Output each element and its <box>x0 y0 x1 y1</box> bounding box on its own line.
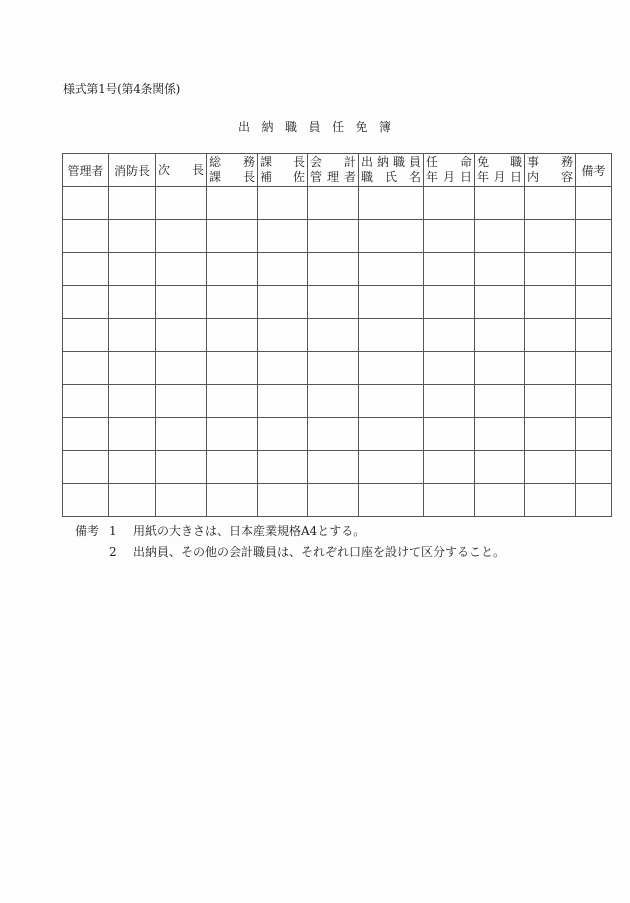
table-cell <box>359 484 424 517</box>
table-row <box>63 187 612 220</box>
table-cell <box>424 319 475 352</box>
table-cell <box>258 319 308 352</box>
table-cell <box>258 286 308 319</box>
column-header-line: 課 長 <box>209 170 255 184</box>
column-header-line: 内 容 <box>527 170 573 184</box>
table-cell <box>525 385 576 418</box>
table-cell <box>475 319 525 352</box>
table-cell <box>156 385 207 418</box>
table-cell <box>475 418 525 451</box>
column-header-line: 会 計 <box>310 155 356 169</box>
table-cell <box>424 352 475 385</box>
table-cell <box>475 352 525 385</box>
table-cell <box>63 451 109 484</box>
table-cell <box>475 286 525 319</box>
column-header-label: 消防長 <box>113 163 150 178</box>
table-cell <box>63 220 109 253</box>
table-cell <box>424 187 475 220</box>
table-cell <box>308 418 359 451</box>
table-cell <box>308 253 359 286</box>
table-cell <box>109 253 156 286</box>
note-item <box>75 542 505 563</box>
table-cell <box>525 253 576 286</box>
table-cell <box>576 418 612 451</box>
table-cell <box>109 352 156 385</box>
table-row <box>63 484 612 517</box>
table-cell <box>525 484 576 517</box>
table-cell <box>207 451 258 484</box>
column-header-line: 免 職 <box>477 155 522 169</box>
table-cell <box>63 484 109 517</box>
table-row <box>63 319 612 352</box>
table-cell <box>359 352 424 385</box>
table-cell <box>207 352 258 385</box>
table-cell <box>359 187 424 220</box>
table-cell <box>63 319 109 352</box>
table-cell <box>63 253 109 286</box>
table-cell <box>258 352 308 385</box>
table-cell <box>576 385 612 418</box>
table-cell <box>359 253 424 286</box>
table-cell <box>258 187 308 220</box>
table-cell <box>156 451 207 484</box>
register-table <box>62 153 612 517</box>
table-cell <box>207 220 258 253</box>
table-cell <box>308 451 359 484</box>
table-cell <box>207 187 258 220</box>
column-header <box>359 154 424 187</box>
header-row <box>63 154 612 187</box>
table-cell <box>156 352 207 385</box>
table-cell <box>525 418 576 451</box>
column-header-line: 出 納 職 員 <box>361 155 421 169</box>
table-cell <box>424 286 475 319</box>
column-header <box>109 154 156 187</box>
table-cell <box>207 253 258 286</box>
column-header-line: 任 命 <box>426 155 472 169</box>
table-cell <box>258 418 308 451</box>
table-cell <box>308 286 359 319</box>
table-cell <box>475 451 525 484</box>
column-header-line: 管 理 者 <box>310 170 356 184</box>
table-cell <box>525 352 576 385</box>
note-number: 2 <box>109 545 117 559</box>
table-cell <box>308 484 359 517</box>
table-cell <box>109 319 156 352</box>
table-cell <box>475 187 525 220</box>
table-cell <box>207 319 258 352</box>
column-header-line: 事 務 <box>527 155 573 169</box>
table-cell <box>63 418 109 451</box>
notes-label: 備考 <box>75 524 100 538</box>
table-cell <box>258 253 308 286</box>
table-cell <box>308 220 359 253</box>
table-row <box>63 352 612 385</box>
table-cell <box>109 385 156 418</box>
column-header <box>63 154 109 187</box>
column-header <box>258 154 308 187</box>
column-header-line: 課 長 <box>260 155 305 169</box>
column-header <box>475 154 525 187</box>
note-item <box>75 521 505 542</box>
table-cell <box>359 319 424 352</box>
table-row <box>63 253 612 286</box>
table-cell <box>308 319 359 352</box>
table-cell <box>525 187 576 220</box>
table-cell <box>156 187 207 220</box>
form-number: 様式第1号(第4条関係) <box>63 82 181 96</box>
column-header-line: 補 佐 <box>260 170 305 184</box>
table-cell <box>359 418 424 451</box>
table-row <box>63 451 612 484</box>
document-title: 出納職員任免簿 <box>238 120 403 134</box>
table-row <box>63 220 612 253</box>
table-cell <box>424 220 475 253</box>
table-cell <box>109 451 156 484</box>
note-text: 用紙の大きさは、日本産業規格A4とする。 <box>133 524 366 538</box>
note-text: 出納員、その他の会計職員は、それぞれ口座を設けて区分すること。 <box>133 545 506 559</box>
column-header-line: 年 月 日 <box>477 170 522 184</box>
table-cell <box>576 253 612 286</box>
table-cell <box>258 385 308 418</box>
table-cell <box>359 286 424 319</box>
table-cell <box>63 352 109 385</box>
table-cell <box>359 451 424 484</box>
column-header <box>424 154 475 187</box>
table-cell <box>63 286 109 319</box>
table-cell <box>475 385 525 418</box>
column-header <box>308 154 359 187</box>
table-row <box>63 418 612 451</box>
table-cell <box>475 220 525 253</box>
table-cell <box>207 385 258 418</box>
table-cell <box>258 484 308 517</box>
table-cell <box>525 451 576 484</box>
table-cell <box>207 286 258 319</box>
table-cell <box>424 418 475 451</box>
table-cell <box>156 418 207 451</box>
table-cell <box>576 319 612 352</box>
table-cell <box>109 187 156 220</box>
note-number: 1 <box>109 524 117 538</box>
table-cell <box>109 484 156 517</box>
column-header-label: 備考 <box>581 163 606 178</box>
table-body <box>63 187 612 517</box>
table-cell <box>576 220 612 253</box>
column-header-line: 総 務 <box>209 155 255 169</box>
table-cell <box>63 187 109 220</box>
table-cell <box>258 451 308 484</box>
table-cell <box>109 418 156 451</box>
table-cell <box>475 253 525 286</box>
table-row <box>63 286 612 319</box>
table-cell <box>207 484 258 517</box>
table-cell <box>258 220 308 253</box>
column-header <box>156 154 207 187</box>
column-header <box>207 154 258 187</box>
table-cell <box>109 220 156 253</box>
table-cell <box>359 220 424 253</box>
table-cell <box>156 484 207 517</box>
table-cell <box>475 484 525 517</box>
table-cell <box>576 187 612 220</box>
table-row <box>63 385 612 418</box>
column-header-line: 年 月 日 <box>426 170 472 184</box>
table-cell <box>576 352 612 385</box>
table-cell <box>359 385 424 418</box>
table-cell <box>424 484 475 517</box>
table-cell <box>156 220 207 253</box>
table-cell <box>308 187 359 220</box>
table-cell <box>576 451 612 484</box>
table-cell <box>525 286 576 319</box>
notes <box>75 521 505 563</box>
column-header-label: 次 長 <box>158 162 204 177</box>
table-cell <box>308 385 359 418</box>
column-header-label: 管理者 <box>67 163 104 178</box>
table-cell <box>156 319 207 352</box>
table-cell <box>424 385 475 418</box>
table-cell <box>525 319 576 352</box>
table-cell <box>576 286 612 319</box>
table-cell <box>207 418 258 451</box>
table-cell <box>424 253 475 286</box>
table-cell <box>576 484 612 517</box>
table-cell <box>156 286 207 319</box>
table-cell <box>109 286 156 319</box>
column-header-line: 職 氏 名 <box>361 170 421 184</box>
table-cell <box>156 253 207 286</box>
table-cell <box>525 220 576 253</box>
column-header <box>576 154 612 187</box>
table-cell <box>308 352 359 385</box>
table-cell <box>424 451 475 484</box>
table-cell <box>63 385 109 418</box>
column-header <box>525 154 576 187</box>
